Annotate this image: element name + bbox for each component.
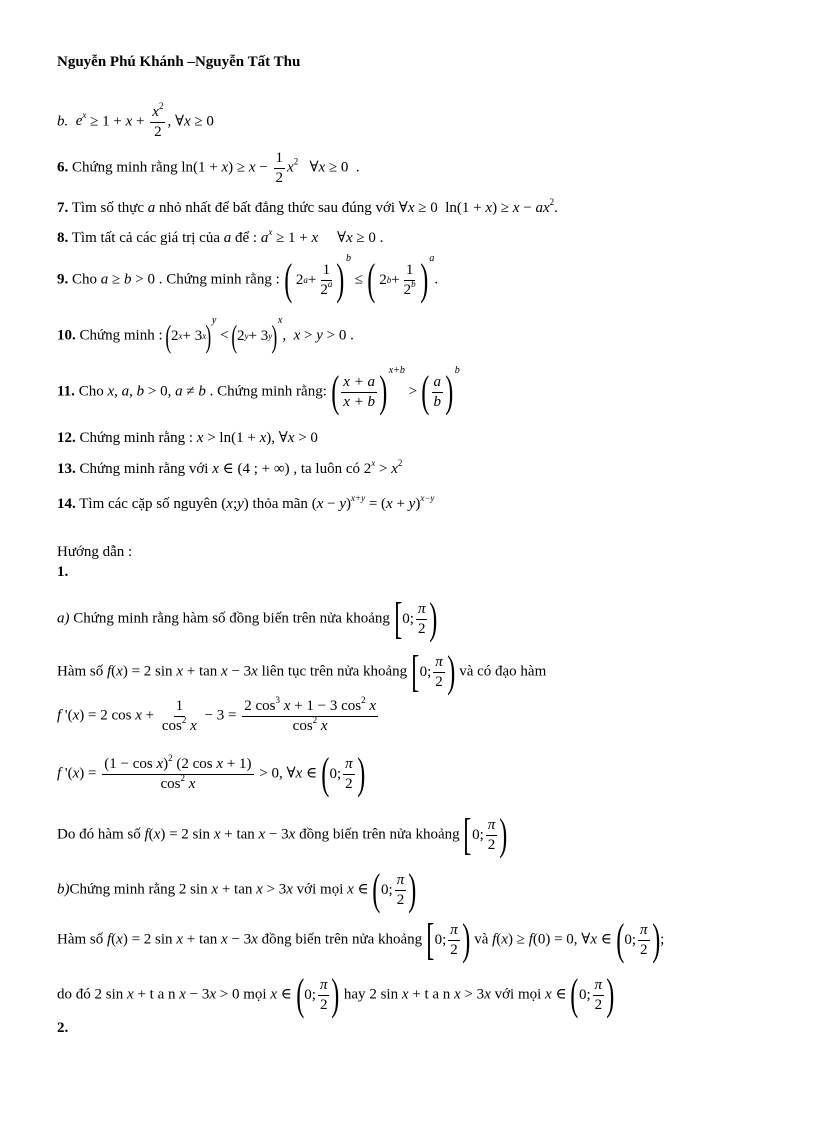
problem-12: 12. Chứng minh rằng : x > ln(1 + x), ∀x > 0: [57, 430, 318, 446]
problem-11: 11. Cho x, a, b > 0, a ≠ b . Chứng minh rằng: ( $\frac{x + a}{x + b}$ ) x+b > ( $\frac{a}{b}$ ) b: [57, 365, 460, 416]
problem-14: 14. Tìm các cặp số nguyên (x;y) thỏa mãn $(x - y)^{x+y} = (x + y)^{x-y}$: [57, 493, 435, 512]
problem-10: 10. Chứng minh : ( 2 x + 3 x ) y < ( 2 y + 3 y ) x , x > y > 0 .: [57, 315, 354, 354]
problem-7: 7. Tìm số thực a nhỏ nhất để bất đẳng thức sau đúng với ∀x ≥ 0 $\ln(1 + x) \ge x - ax^2$.: [57, 197, 558, 216]
guide-a: a) Chứng minh rằng hàm số đồng biến trên nửa khoảng [ 0; $\frac{\pi}{2}$ ): [57, 594, 438, 643]
guide-b: b)Chứng minh rằng 2 sin x + tan x > 3x với mọi x ∈ ( 0; $\frac{\pi}{2}$ ): [57, 865, 417, 914]
guide-do-do: Do đó hàm số f(x) = 2 sin x + tan x − 3x đồng biến trên nửa khoảng [ 0; $\frac{\pi}{2}$ ): [57, 810, 508, 859]
problem-9: 9. Cho a ≥ b > 0 . Chứng minh rằng : ( 2 a + $\frac{1}{2^a}$ ) b ≤ ( 2 b + $\frac{1}{2^b}$ ) a .: [57, 253, 439, 304]
guide-hamso-1: Hàm số f(x) = 2 sin x + tan x − 3x liên tục trên nửa khoảng [ 0; $\frac{\pi}{2}$ ) và có đạo hàm: [57, 647, 547, 696]
header-authors: Nguyễn Phú Khánh –Nguyễn Tất Thu: [57, 54, 301, 70]
problem-13: 13. Chứng minh rằng với x ∈ (4 ; + ∞) , ta luôn có $2^x > x^2$: [57, 458, 403, 477]
guide-title: Hướng dẫn :: [57, 544, 133, 560]
problem-5b: b. $e^x \ge 1 + x$ + $\frac{x^2}{2}$ , ∀x ≥ 0: [57, 101, 214, 140]
problem-6: 6. Chứng minh rằng ln(1 + x) ≥ x − $\frac{1}{2}$ $x^2$ ∀x ≥ 0 .: [57, 150, 360, 186]
guide-conclusion: do đó 2 sin x + t a n x − 3x > 0 mọi x ∈ ( 0; $\frac{\pi}{2}$ ) hay 2 sin x + t a n x > 3x với mọi x ∈ ( 0; $\frac{\pi}{2}$ ): [57, 970, 615, 1019]
derivative-line-2: f '(x) = $\frac{(1 - \cos x)^2 (2 \cos x + 1)}{\cos^2 x}$ > 0, ∀x ∈ ( 0; $\frac{\pi}{2}$ ): [57, 749, 366, 798]
guide-hamso-2: Hàm số f(x) = 2 sin x + tan x − 3x đồng biến trên nửa khoảng [ 0; $\frac{\pi}{2}$ ) và f(x) ≥ f(0) = 0, ∀x ∈ ( 0; $\frac{\pi}{2}$ ) ;: [57, 915, 665, 964]
guide-section-2: 2.: [57, 1020, 69, 1036]
problem-8: 8. Tìm tất cả các giá trị của a để : $a^x \ge 1 + x$ ∀x ≥ 0 .: [57, 227, 384, 246]
guide-section-1: 1.: [57, 564, 69, 580]
derivative-line-1: f '(x) = 2 cos x + $\frac{1}{\cos^2 x}$ − 3 = $\frac{2 \cos^3 x + 1 - 3 \cos^2 x}{\cos^2 x}$: [57, 695, 376, 734]
